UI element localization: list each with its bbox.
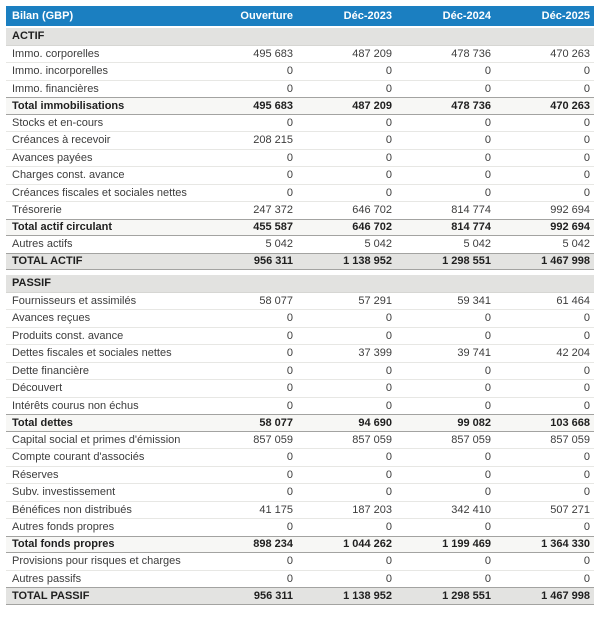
value-cell: 1 467 998 (541, 589, 590, 602)
value-cell: 99 082 (457, 416, 491, 429)
value-cell: 0 (583, 364, 590, 377)
row-label: Bénéfices non distribués (12, 503, 132, 516)
value-cell: 470 263 (550, 99, 590, 112)
row-label: Réserves (12, 468, 59, 481)
table-row (6, 310, 594, 328)
value-cell: 187 203 (352, 503, 392, 516)
value-cell: 0 (484, 382, 491, 395)
value-cell: 0 (286, 347, 293, 360)
table-row (6, 587, 594, 605)
value-cell: 0 (385, 555, 392, 568)
value-cell: 0 (484, 399, 491, 412)
value-cell: 0 (286, 572, 293, 585)
value-cell: 992 694 (550, 221, 590, 234)
value-cell: 0 (385, 151, 392, 164)
value-cell: 487 209 (352, 47, 392, 60)
value-cell: 57 291 (358, 294, 392, 307)
value-cell: 0 (385, 329, 392, 342)
value-cell: 0 (286, 186, 293, 199)
value-cell: 0 (484, 65, 491, 78)
table-row (6, 293, 594, 311)
value-cell: 0 (484, 451, 491, 464)
value-cell: 0 (484, 312, 491, 325)
table-row (6, 328, 594, 346)
value-cell: 0 (286, 329, 293, 342)
row-label: Total immobilisations (12, 99, 125, 112)
table-row (6, 502, 594, 520)
value-cell: 94 690 (358, 416, 392, 429)
value-cell: 0 (484, 555, 491, 568)
value-cell: 41 175 (259, 503, 293, 516)
value-cell: 58 077 (259, 294, 293, 307)
row-label: Trésorerie (12, 204, 62, 217)
row-label: Total fonds propres (12, 538, 115, 551)
table-row (6, 380, 594, 398)
row-label: Créances fiscales et sociales nettes (12, 186, 187, 199)
value-cell: 0 (583, 169, 590, 182)
table-row (6, 398, 594, 416)
table-row (6, 414, 594, 432)
row-label: Capital social et primes d'émission (12, 433, 181, 446)
value-cell: 0 (385, 486, 392, 499)
table-row (6, 63, 594, 81)
table-row (6, 519, 594, 537)
value-cell: 0 (286, 169, 293, 182)
value-cell: 0 (484, 151, 491, 164)
value-cell: 5 042 (562, 238, 590, 251)
value-cell: 0 (583, 399, 590, 412)
value-cell: 59 341 (457, 294, 491, 307)
value-cell: 0 (286, 521, 293, 534)
value-cell: 0 (385, 169, 392, 182)
value-cell: 0 (286, 82, 293, 95)
row-label: Autres passifs (12, 572, 82, 585)
value-cell: 478 736 (451, 47, 491, 60)
row-label: TOTAL ACTIF (12, 255, 83, 268)
table-row (6, 185, 594, 203)
value-cell: 0 (583, 572, 590, 585)
column-header: Déc-2023 (343, 10, 392, 22)
row-label: Autres actifs (12, 238, 73, 251)
value-cell: 0 (583, 451, 590, 464)
value-cell: 646 702 (352, 204, 392, 217)
table-row (6, 115, 594, 133)
value-cell: 857 059 (352, 433, 392, 446)
value-cell: 0 (385, 572, 392, 585)
row-label: Compte courant d'associés (12, 451, 145, 464)
row-label: Immo. incorporelles (12, 65, 108, 78)
value-cell: 1 138 952 (343, 255, 392, 268)
value-cell: 507 271 (550, 503, 590, 516)
value-cell: 0 (385, 451, 392, 464)
table-row (6, 219, 594, 237)
value-cell: 0 (484, 329, 491, 342)
row-label: Découvert (12, 382, 63, 395)
value-cell: 0 (583, 151, 590, 164)
value-cell: 0 (583, 312, 590, 325)
row-label: TOTAL PASSIF (12, 589, 90, 602)
value-cell: 0 (286, 116, 293, 129)
value-cell: 495 683 (253, 99, 293, 112)
value-cell: 0 (286, 468, 293, 481)
table-row (6, 484, 594, 502)
table-row (6, 167, 594, 185)
table-row (6, 553, 594, 571)
value-cell: 5 042 (265, 238, 293, 251)
table-row (6, 81, 594, 99)
table-row (6, 345, 594, 363)
value-cell: 0 (385, 134, 392, 147)
value-cell: 0 (385, 382, 392, 395)
value-cell: 857 059 (550, 433, 590, 446)
value-cell: 0 (484, 82, 491, 95)
value-cell: 0 (583, 134, 590, 147)
table-row (6, 467, 594, 485)
value-cell: 857 059 (253, 433, 293, 446)
value-cell: 0 (286, 151, 293, 164)
value-cell: 1 364 330 (541, 538, 590, 551)
value-cell: 956 311 (253, 589, 293, 602)
value-cell: 342 410 (451, 503, 491, 516)
value-cell: 0 (583, 329, 590, 342)
value-cell: 0 (583, 555, 590, 568)
value-cell: 58 077 (259, 416, 293, 429)
value-cell: 478 736 (451, 99, 491, 112)
value-cell: 42 204 (556, 347, 590, 360)
value-cell: 898 234 (253, 538, 293, 551)
value-cell: 0 (385, 521, 392, 534)
balance-table (6, 6, 594, 605)
value-cell: 0 (286, 399, 293, 412)
value-cell: 103 668 (550, 416, 590, 429)
section-title: ACTIF (12, 30, 45, 43)
value-cell: 0 (484, 468, 491, 481)
row-label: Dette financière (12, 364, 90, 377)
section-title: PASSIF (12, 277, 51, 290)
row-label: Immo. financières (12, 82, 99, 95)
table-title: Bilan (GBP) (12, 10, 74, 22)
value-cell: 208 215 (253, 134, 293, 147)
value-cell: 956 311 (253, 255, 293, 268)
value-cell: 455 587 (253, 221, 293, 234)
value-cell: 0 (484, 116, 491, 129)
row-label: Dettes fiscales et sociales nettes (12, 347, 172, 360)
row-label: Provisions pour risques et charges (12, 555, 181, 568)
value-cell: 0 (286, 382, 293, 395)
row-label: Avances reçues (12, 312, 91, 325)
row-label: Charges const. avance (12, 169, 125, 182)
value-cell: 0 (583, 116, 590, 129)
value-cell: 1 044 262 (343, 538, 392, 551)
table-row (6, 236, 594, 254)
value-cell: 0 (484, 572, 491, 585)
table-row (6, 253, 594, 271)
row-label: Produits const. avance (12, 329, 124, 342)
table-row (6, 449, 594, 467)
value-cell: 814 774 (451, 221, 491, 234)
value-cell: 1 298 551 (442, 589, 491, 602)
value-cell: 0 (385, 364, 392, 377)
table-header-row (6, 6, 594, 26)
section-header-row (6, 275, 594, 293)
row-label: Créances à recevoir (12, 134, 111, 147)
value-cell: 1 138 952 (343, 589, 392, 602)
value-cell: 0 (484, 134, 491, 147)
value-cell: 0 (385, 82, 392, 95)
column-header: Ouverture (240, 10, 293, 22)
table-row (6, 536, 594, 554)
value-cell: 37 399 (358, 347, 392, 360)
value-cell: 0 (286, 486, 293, 499)
value-cell: 814 774 (451, 204, 491, 217)
value-cell: 0 (583, 82, 590, 95)
table-row (6, 132, 594, 150)
value-cell: 857 059 (451, 433, 491, 446)
row-label: Avances payées (12, 151, 93, 164)
row-label: Total dettes (12, 416, 73, 429)
value-cell: 0 (385, 65, 392, 78)
value-cell: 0 (286, 555, 293, 568)
table-row (6, 97, 594, 115)
value-cell: 0 (484, 521, 491, 534)
value-cell: 0 (385, 399, 392, 412)
value-cell: 247 372 (253, 204, 293, 217)
table-row (6, 571, 594, 589)
row-label: Total actif circulant (12, 221, 113, 234)
section-header-row (6, 28, 594, 46)
value-cell: 0 (286, 65, 293, 78)
row-label: Subv. investissement (12, 486, 116, 499)
value-cell: 5 042 (364, 238, 392, 251)
row-label: Immo. corporelles (12, 47, 100, 60)
value-cell: 992 694 (550, 204, 590, 217)
value-cell: 0 (385, 468, 392, 481)
value-cell: 0 (484, 169, 491, 182)
row-label: Autres fonds propres (12, 521, 115, 534)
value-cell: 0 (484, 364, 491, 377)
value-cell: 39 741 (457, 347, 491, 360)
row-label: Stocks et en-cours (12, 116, 104, 129)
value-cell: 1 467 998 (541, 255, 590, 268)
table-row (6, 150, 594, 168)
table-row (6, 363, 594, 381)
value-cell: 0 (583, 468, 590, 481)
value-cell: 0 (484, 486, 491, 499)
value-cell: 0 (484, 186, 491, 199)
value-cell: 61 464 (556, 294, 590, 307)
value-cell: 470 263 (550, 47, 590, 60)
value-cell: 0 (583, 65, 590, 78)
row-label: Intérêts courus non échus (12, 399, 139, 412)
value-cell: 0 (583, 186, 590, 199)
value-cell: 495 683 (253, 47, 293, 60)
value-cell: 0 (286, 451, 293, 464)
row-label: Fournisseurs et assimilés (12, 294, 137, 307)
column-header: Déc-2024 (442, 10, 491, 22)
value-cell: 0 (385, 116, 392, 129)
value-cell: 0 (286, 312, 293, 325)
value-cell: 487 209 (352, 99, 392, 112)
value-cell: 0 (385, 186, 392, 199)
value-cell: 0 (583, 382, 590, 395)
value-cell: 0 (583, 486, 590, 499)
table-row (6, 202, 594, 220)
value-cell: 5 042 (463, 238, 491, 251)
value-cell: 646 702 (352, 221, 392, 234)
value-cell: 1 298 551 (442, 255, 491, 268)
value-cell: 1 199 469 (442, 538, 491, 551)
value-cell: 0 (286, 364, 293, 377)
value-cell: 0 (583, 521, 590, 534)
column-header: Déc-2025 (541, 10, 590, 22)
table-row (6, 46, 594, 64)
value-cell: 0 (385, 312, 392, 325)
table-row (6, 432, 594, 450)
